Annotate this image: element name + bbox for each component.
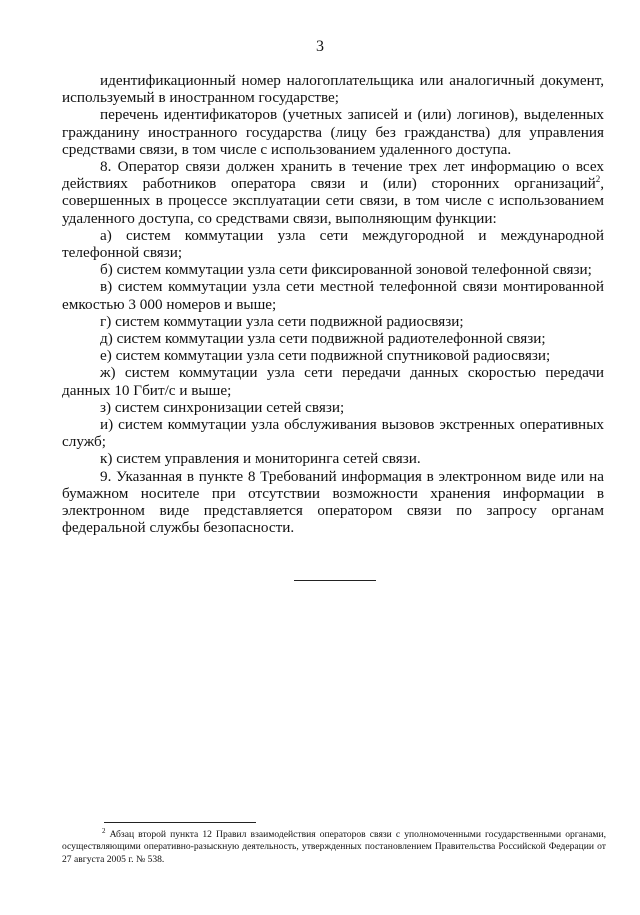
list-item-b: б) систем коммутации узла сети фиксированной зоновой телефонной связи;	[100, 261, 592, 279]
paragraph-9: 9. Указанная в пункте 8 Требований информация в электронном виде или на бумажном носителе при отсутствии возможности хранения информации в электронном виде представляется оператором связи по запросу органам федеральной службы безопасности.	[62, 467, 604, 537]
paragraph-tin: идентификационный номер налогоплательщика или аналогичный документ, используемый в иностранном государстве;	[62, 72, 604, 107]
list-item-d: д) систем коммутации узла сети подвижной радиотелефонной связи;	[100, 330, 546, 348]
footnote-text: Абзац второй пункта 12 Правил взаимодействия операторов связи с уполномоченными государственными органами, осуществляющими оперативно-разыскную деятельность, утвержденных постановлением Правительства Российской Федерации от 27 августа 2005 г. № 538.	[62, 829, 606, 865]
footnote	[62, 826, 606, 866]
list-item-g: г) систем коммутации узла сети подвижной радиосвязи;	[100, 312, 464, 330]
body-text	[62, 72, 604, 536]
list-item-z: з) систем синхронизации сетей связи;	[100, 398, 345, 416]
footnote-reference: 2	[595, 174, 601, 185]
page-number: 3	[316, 38, 324, 55]
paragraph-8	[62, 158, 604, 227]
list-item-e: е) систем коммутации узла сети подвижной спутниковой радиосвязи;	[100, 347, 551, 365]
paragraph-8-text: 8. Оператор связи должен хранить в течение трех лет информацию о всех действиях работников оператора связи и (или) сторонних организаций	[62, 158, 604, 193]
footnote-rule	[104, 822, 256, 823]
footnote-marker: 2	[102, 826, 106, 835]
paragraph-8-continuation: , совершенных в процессе эксплуатации сети связи, в том числе с использованием удаленного доступа, со средствами связи, выполняющим функции:	[62, 175, 604, 227]
list-item-k: к) систем управления и мониторинга сетей связи.	[100, 450, 421, 468]
list-item-v: в) систем коммутации узла сети местной телефонной связи монтированной емкостью 3 000 номеров и выше;	[62, 278, 604, 313]
list-item-i: и) систем коммутации узла обслуживания вызовов экстренных оперативных служб;	[62, 416, 604, 451]
list-item-a: а) систем коммутации узла сети междугородной и международной телефонной связи;	[62, 226, 604, 262]
paragraph-identifiers: перечень идентификаторов (учетных записей и (или) логинов), выделенных гражданину иностранного государства (лицу без гражданства) для управления средствами связи, в том числе с использованием удаленного доступа.	[62, 106, 604, 158]
section-end-separator	[294, 580, 376, 581]
list-item-zh: ж) систем коммутации узла сети передачи данных скоростью передачи данных 10 Гбит/с и выше;	[62, 364, 604, 399]
